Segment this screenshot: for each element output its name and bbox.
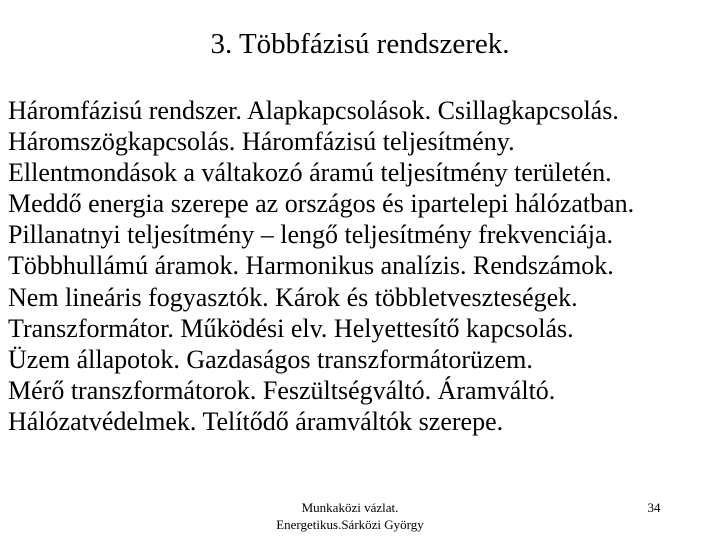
topic-line: Pillanatnyi teljesítmény – lengő teljesítmény frekvenciája.	[8, 220, 614, 250]
topic-line: Mérő transzformátorok. Feszültségváltó. Áramváltó.	[8, 375, 556, 405]
topic-line: Meddő energia szerepe az országos és ipartelepi hálózatban.	[8, 189, 635, 219]
topic-line: Hálózatvédelmek. Telítődő áramváltók szerepe.	[8, 406, 504, 436]
topic-line: Többhullámú áramok. Harmonikus analízis. Rendszámok.	[8, 251, 614, 281]
topic-line: Ellentmondások a váltakozó áramú teljesítmény területén.	[8, 158, 612, 188]
footer-author: Energetikus.Sárközi György	[276, 517, 424, 532]
footer-credit	[260, 499, 440, 533]
topic-line: Háromszögkapcsolás. Háromfázisú teljesítmény.	[8, 127, 515, 157]
topic-line: Nem lineáris fogyasztók. Károk és többletveszteségek.	[8, 282, 578, 312]
footer-draft-label: Munkaközi vázlat.	[301, 500, 399, 515]
topic-line: Üzem állapotok. Gazdaságos transzformátorüzem.	[8, 344, 533, 374]
topic-line: Háromfázisú rendszer. Alapkapcsolások. Csillagkapcsolás.	[8, 96, 619, 125]
slide-title: 3. Többfázisú rendszerek.	[210, 28, 510, 60]
topic-list	[8, 95, 713, 437]
page-number: 34	[647, 500, 661, 515]
topic-line: Transzformátor. Működési elv. Helyettesítő kapcsolás.	[8, 313, 574, 343]
